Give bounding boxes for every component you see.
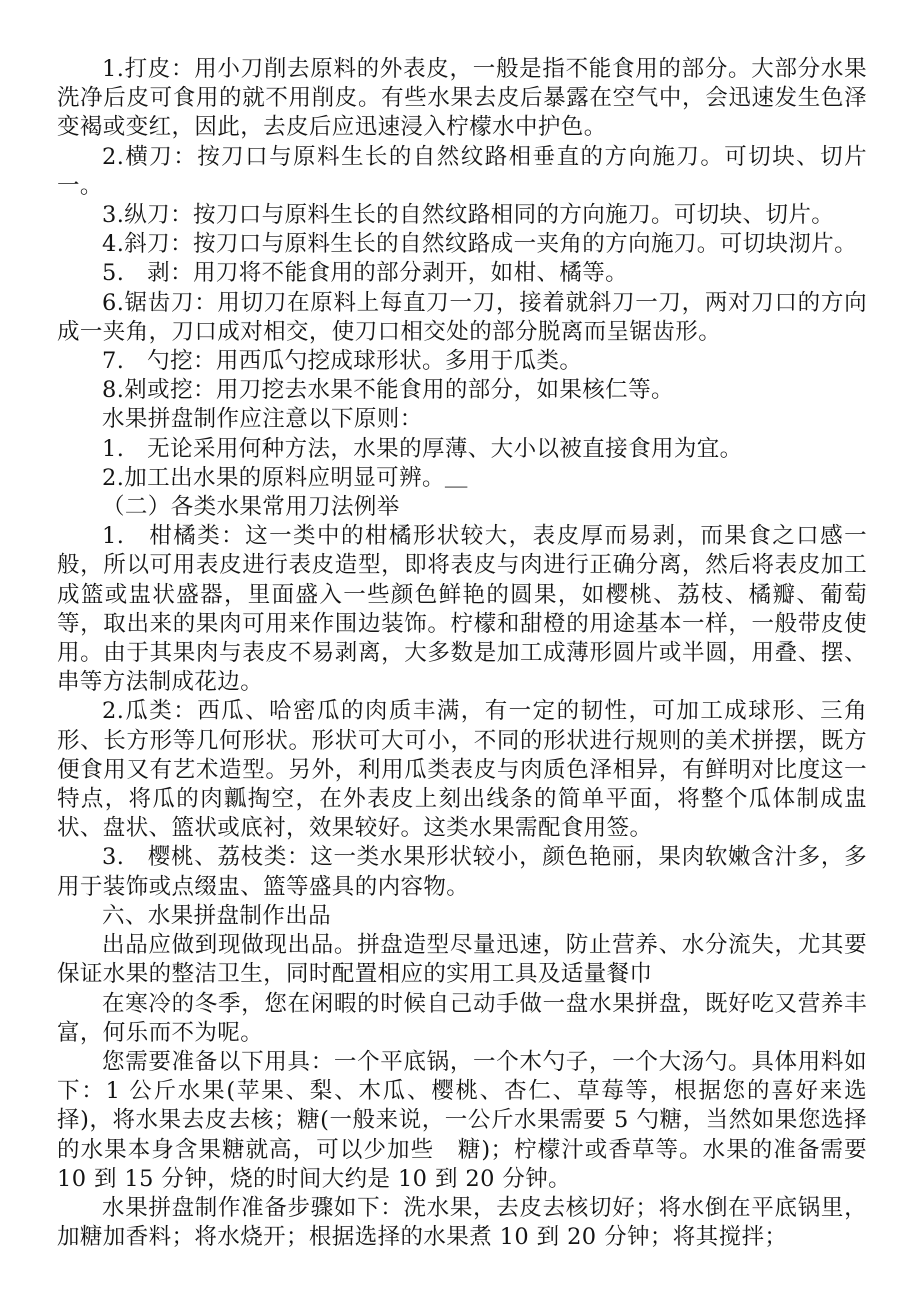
paragraph-principle-1: 1. 无论采用何种方法，水果的厚薄、大小以被直接食用为宜。 [102, 435, 743, 462]
paragraph-sawtooth-cut: 6.锯齿刀：用切刀在原料上每直刀一刀，接着就斜刀一刀，两对刀口的方向成一夹角，刀口成对相交，使刀口相交处的部分脱离而呈锯齿形。 [57, 289, 867, 345]
paragraph-dig: 8.剁或挖：用刀挖去水果不能食用的部分，如果核仁等。 [102, 377, 674, 404]
document-body [57, 55, 867, 1252]
paragraph-steps: 水果拼盘制作准备步骤如下：洗水果，去皮去核切好；将水倒在平底锅里，加糖加香料；将水烧开；根据选择的水果煮 10 到 20 分钟；将其搅拌； [57, 1194, 867, 1251]
paragraph-scoop: 7. 勺挖：用西瓜勺挖成球形状。多用于瓜类。 [102, 348, 583, 375]
paragraph-melons: 2.瓜类：西瓜、哈密瓜的肉质丰满，有一定的韧性，可加工成球形、三角形、长方形等几何形状。形状可大可小，不同的形状进行规则的美术拼摆，既方便食用又有艺术造型。另外，利用瓜类表皮与肉质色泽相异，有鲜明对比度这一特点，将瓜的肉瓤掏空，在外表皮上刻出线条的简单平面，将整个瓜体制成盅状、盘状、篮状或底衬，效果较好。这类水果需配食用签。 [57, 698, 867, 842]
paragraph-diagonal-cut: 4.斜刀：按刀口与原料生长的自然纹路成一夹角的方向施刀。可切块沏片。 [102, 231, 858, 258]
paragraph-peel-open: 5. 剥：用刀将不能食用的部分剥开，如柑、橘等。 [102, 260, 629, 287]
paragraph-lengthwise-cut: 3.纵刀：按刀口与原料生长的自然纹路相同的方向施刀。可切块、切片。 [102, 202, 835, 229]
section-heading-knife-techniques: （二）各类水果常用刀法例举 [102, 494, 400, 521]
paragraph-citrus: 1. 柑橘类：这一类中的柑橘形状较大，表皮厚而易剥，而果食之口感一般，所以可用表皮进行表皮造型，即将表皮与肉进行正确分离，然后将表皮加工成篮或盅状盛器，里面盛入一些颜色鲜艳的圆果，如樱桃、荔枝、橘瓣、葡萄等，取出来的果肉可用来作围边装饰。柠檬和甜橙的用途基本一样，一般带皮使用。由于其果肉与表皮不易剥离，大多数是加工成薄形圆片或半圆，用叠、摆、串等方法制成花边。 [57, 523, 867, 696]
paragraph-principle-2: 2.加工出水果的原料应明显可辨。＿ [102, 464, 468, 491]
paragraph-cherries-lychees: 3. 樱桃、荔枝类：这一类水果形状较小，颜色艳丽，果肉软嫩含汁多，多用于装饰或点缀盅、篮等盛具的内容物。 [57, 844, 867, 900]
paragraph-winter: 在寒冷的冬季，您在闲暇的时候自己动手做一盘水果拼盘，既好吃又营养丰富，何乐而不为呢。 [57, 990, 867, 1046]
paragraph-peel: 1.打皮：用小刀削去原料的外表皮，一般是指不能食用的部分。大部分水果洗净后皮可食用的就不用削皮。有些水果去皮后暴露在空气中，会迅速发生色泽变褐或变红，因此，去皮后应迅速浸入柠檬水中护色。 [57, 56, 867, 141]
paragraph-principles-intro: 水果拼盘制作应注意以下原则： [102, 406, 423, 433]
section-heading-serving: 六、水果拼盘制作出品 [102, 902, 332, 929]
paragraph-cross-cut: 2.横刀：按刀口与原料生长的自然纹路相垂直的方向施刀。可切块、切片一。 [57, 143, 867, 199]
paragraph-serving: 出品应做到现做现出品。拼盘造型尽量迅速，防止营养、水分流失，尤其要保证水果的整洁卫生，同时配置相应的实用工具及适量餐巾 [57, 932, 867, 988]
paragraph-tools-ingredients: 您需要准备以下用具：一个平底锅，一个木勺子，一个大汤勺。具体用料如下：1 公斤水果(苹果、梨、木瓜、樱桃、杏仁、草莓等，根据您的喜好来选择)，将水果去皮去核；糖(一般来说，一公斤水果需要 5 勺糖，当然如果您选择的水果本身含果糖就高，可以少加些 糖)；柠檬汁或香草等。水果的准备需要 10 到 15 分钟，烧的时间大约是 10 到 20 分钟。 [57, 1048, 867, 1192]
